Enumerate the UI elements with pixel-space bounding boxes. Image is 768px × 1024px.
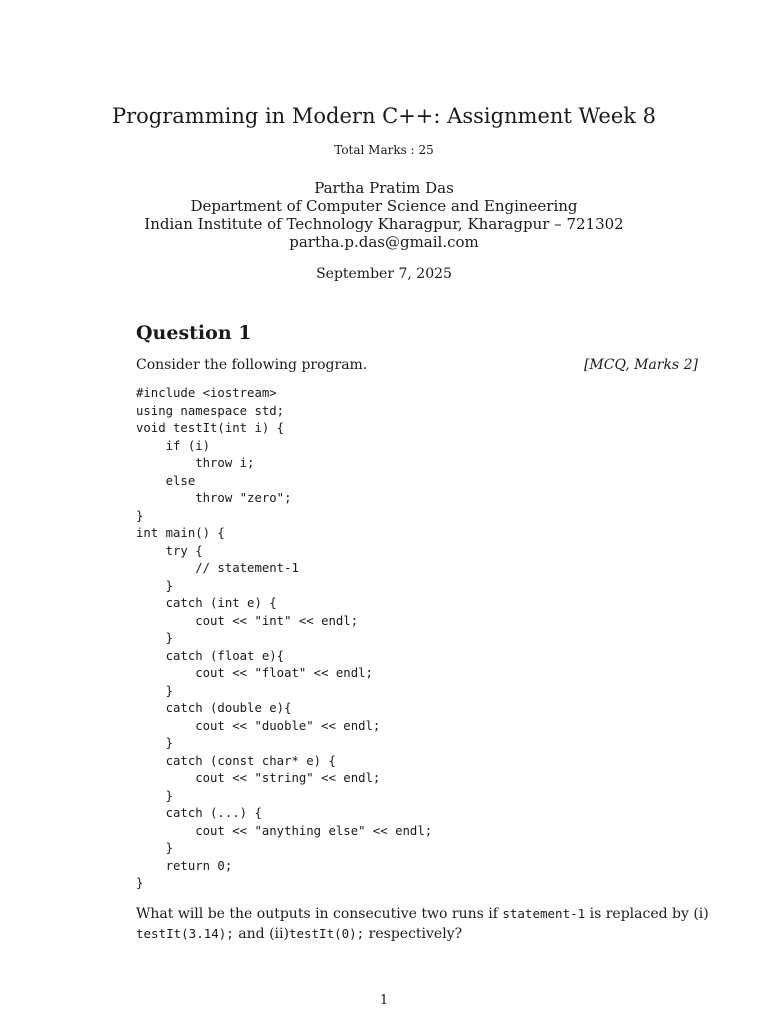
document-title: Programming in Modern C++: Assignment Week 8 — [111, 104, 657, 128]
question-text-part3: and (ii) — [233, 926, 289, 942]
page-number: 1 — [379, 993, 389, 1008]
question-tag: [MCQ, Marks 2] — [583, 357, 698, 373]
document-date: September 7, 2025 — [316, 266, 452, 282]
total-marks: Total Marks : 25 — [334, 143, 434, 157]
question-text-part2: is replaced by (i) — [585, 906, 709, 922]
question-heading: Question 1 — [136, 322, 252, 344]
institute: Indian Institute of Technology Kharagpur, Kharagpur – 721302 — [144, 215, 624, 233]
question-text — [136, 904, 716, 944]
department: Department of Computer Science and Engineering — [190, 197, 578, 215]
question-text-part4: respectively? — [364, 926, 463, 942]
code-statement-1: statement-1 — [502, 906, 586, 921]
code-listing: #include <iostream> using namespace std; void testIt(int i) { if (i) throw i; else throw "zero"; } int main() { try { // statement-1 } catch (int e) { cout << "int" << endl; } catch (float e){ cout << "float" << endl; } catch (double e){ cout << "duoble" << endl; } catch (const char* e) { cout << "string" << endl; } catch (...) { cout << "anything else" << endl; } return 0; } — [136, 386, 433, 890]
author-name: Partha Pratim Das — [314, 179, 454, 197]
question-text-part1: What will be the outputs in consecutive two runs if — [136, 906, 503, 922]
question-intro: Consider the following program. — [136, 357, 368, 373]
question-intro-line — [136, 357, 698, 373]
author-email: partha.p.das@gmail.com — [289, 233, 479, 251]
code-call-2: testIt(0); — [288, 926, 365, 941]
code-call-1: testIt(3.14); — [136, 926, 234, 941]
author-block — [0, 179, 768, 251]
